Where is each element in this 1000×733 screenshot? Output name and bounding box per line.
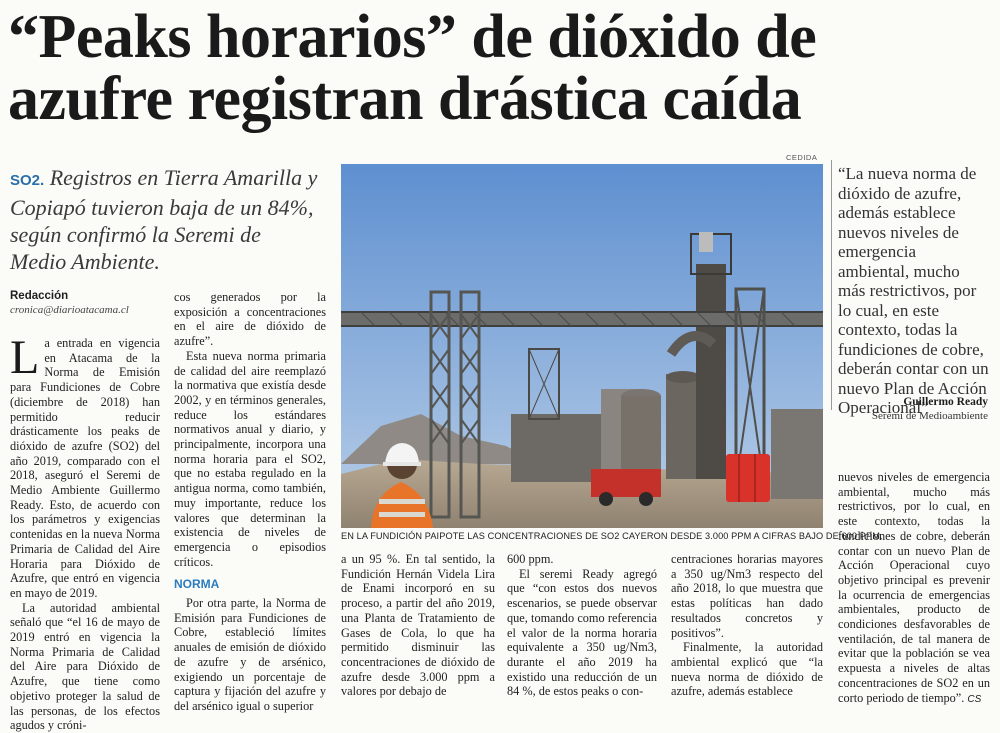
article-column-3 <box>341 552 495 699</box>
lead-tag: SO2. <box>10 172 45 189</box>
column-2-paragraph-1: cos generados por la exposición a concentraciones en el aire de dióxido de azufre”. <box>174 290 326 349</box>
pull-quote-role: Seremi de Medioambiente <box>871 410 988 422</box>
pull-quote: “La nueva norma de dióxido de azufre, además establece nuevos niveles de emergencia ambiental, mucho más restrictivos, por lo cual, en este contexto, todas la fundiciones de cobre, deberán contar con un nuevo Plan de Acción Operacional” <box>838 164 989 417</box>
lead-text: Registros en Tierra Amarilla y Copiapó tuvieron baja de un 84%, según confirmó la Seremi de Medio Ambiente. <box>10 165 318 274</box>
article-column-5 <box>671 552 823 699</box>
byline-author: Redacción <box>10 290 69 302</box>
headline-line-1: “Peaks horarios” de dióxido de <box>8 3 817 71</box>
photo-caption: EN LA FUNDICIÓN PAIPOTE LAS CONCENTRACIONES DE SO2 CAYERON DESDE 3.000 PPM A CIFRAS BAJO DE 600 PPM. <box>341 531 883 541</box>
drop-cap: L <box>10 331 40 384</box>
column-5-paragraph-2: Finalmente, la autoridad ambiental explicó que “la nueva norma de dióxido de azufre, además establece <box>671 640 823 699</box>
article-column-6 <box>838 470 990 707</box>
column-4-paragraph-1: 600 ppm. <box>507 552 554 566</box>
headline-line-2: azufre registran drástica caída <box>8 65 802 133</box>
pull-quote-author: Guillermo Ready <box>903 396 988 408</box>
end-mark: CS <box>967 693 982 705</box>
column-4-paragraph-2: El seremi Ready agregó que “con estos dos nuevos escenarios, se puede observar que, tomando como referencia el valor de la norma horaria equivalente a 350 ug/Nm3, durante el año 2019 ha existido una reducción de un 84 %, de estos peaks o con- <box>507 566 657 699</box>
byline <box>10 290 129 316</box>
smelter-photo-illustration <box>341 164 823 528</box>
column-1-paragraph-2: La autoridad ambiental señaló que “el 16 de mayo de 2019 entró en vigencia la Norma Primaria de Calidad del Aire para Dióxido de Azufre, que tiene como objetivo proteger la salud de las personas, de los efectos agudos y cróni- <box>10 600 160 733</box>
article-column-2 <box>174 290 326 714</box>
lead-paragraph <box>10 164 322 275</box>
column-2-paragraph-2: Esta nueva norma primaria de calidad del aire reemplazó la normativa que existía desde 2002, y en términos generales, reduce los estándares normativos anual y diario, y principalmente, incorpora una norma horaria para el SO2, que no estaba regulado en la antigua norma, como también, muy importante, reduce los valores que determinan la existencia de niveles de emergencia o episodios críticos. <box>174 348 326 569</box>
article-column-4 <box>507 552 657 699</box>
column-2-paragraph-3: Por otra parte, la Norma de Emisión para Fundiciones de Cobre, estableció límites anuales de emisión de dióxido de azufre y de arsénico, exigiendo un porcentaje de captura y fijación del azufre y del arsénico igual o superior <box>174 596 326 713</box>
column-5-paragraph-1: centraciones horarias mayores a 350 ug/Nm3 respecto del año 2018, lo que muestra que estas políticas han dado resultados concretos y positivos”. <box>671 552 823 640</box>
smelter-photo <box>341 164 823 528</box>
pull-quote-attribution <box>872 396 988 422</box>
photo-credit: CEDIDA <box>786 153 818 162</box>
column-divider <box>831 160 832 410</box>
column-1-paragraph-1: a entrada en vigencia en Atacama de la Norma de Emisión para Fundiciones de Cobre (diciembre de 2018) han permitido reducir drásticamente los peaks de dióxido de azufre (SO2) del año 2019, comparado con el 2018, aseguró el Seremi de Medio Ambiente Guillermo Ready. Esto, de acuerdo con los parámetros y exigencias contenidas en la nueva Norma Primaria de Calidad del Aire Horaria para Dióxido de Azufre, que entró en vigencia en mayo de 2019. <box>10 336 160 600</box>
column-3-paragraph-1: a un 95 %. En tal sentido, la Fundición Hernán Videla Lira de Enami incorporó en su proceso, a partir del año 2019, una Planta de Tratamiento de Gases de Cola, lo que ha permitido disminuir las concentraciones de dióxido de azufre desde 3.000 ppm a valores por debajo de <box>341 552 495 699</box>
byline-email: cronica@diarioatacama.cl <box>10 304 129 316</box>
article-column-1 <box>10 331 160 733</box>
column-6-paragraph-1: nuevos niveles de emergencia ambiental, mucho más restrictivos, por lo cual, en este contexto, todas la fundiciones de cobre, deberán contar con un nuevo Plan de Acción Operacional cuyo objetivo principal es prevenir la ocurrencia de emergencias ambientales, producto de condiciones desfavorables de ventilación, de tal manera de evitar que la población se vea expuesta a niveles de altas concentraciones de SO2 en un corto periodo de tiempo”. <box>838 470 990 705</box>
section-subhead: NORMA <box>174 577 220 592</box>
headline <box>8 3 988 133</box>
